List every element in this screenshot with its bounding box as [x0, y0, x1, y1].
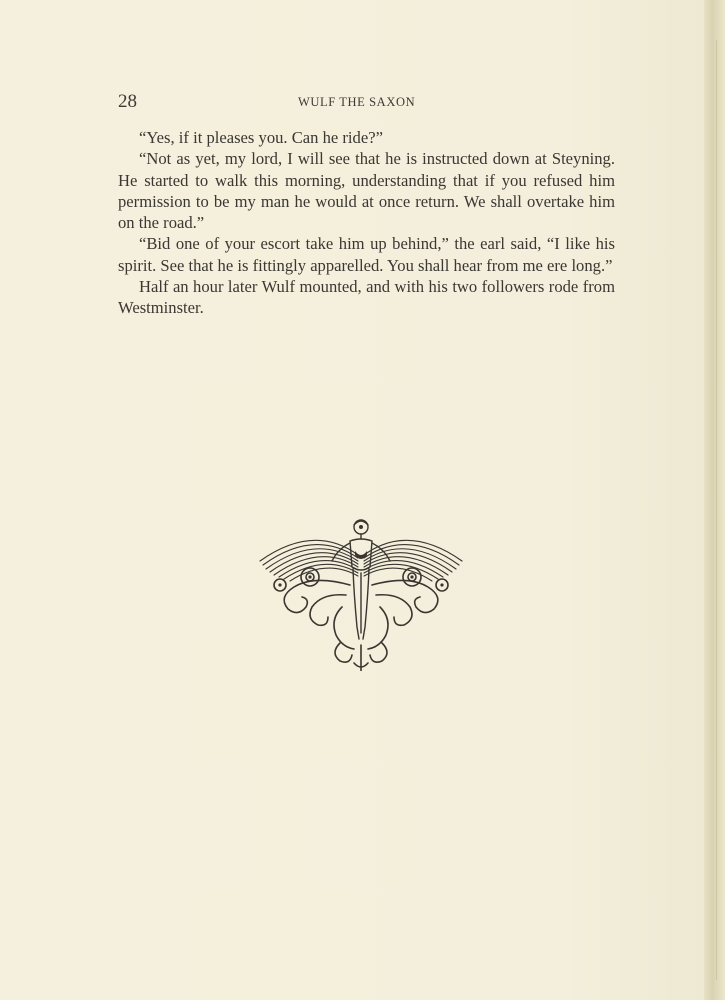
page-edge-line [716, 40, 717, 980]
decorative-tailpiece-icon [254, 515, 468, 671]
paragraph: Half an hour later Wulf mounted, and with his two followers rode from Westminster. [118, 277, 615, 318]
page-number: 28 [118, 91, 137, 112]
paragraph: “Bid one of your escort take him up behind,” the earl said, “I like his spirit. See that he is fittingly apparelled. You shall hear from me ere long.” [118, 234, 615, 275]
body-text [118, 127, 615, 319]
paragraph: “Yes, if it pleases you. Can he ride?” [139, 128, 383, 147]
page-header [118, 91, 616, 115]
running-head: WULF THE SAXON [298, 95, 416, 109]
paragraph: “Not as yet, my lord, I will see that he is instructed down at Steyning. He started to walk this morning, understanding that if you refused him permission to be my man he would at once return. We shall overtake him on the road.” [118, 149, 615, 233]
page-edge [704, 0, 725, 1000]
